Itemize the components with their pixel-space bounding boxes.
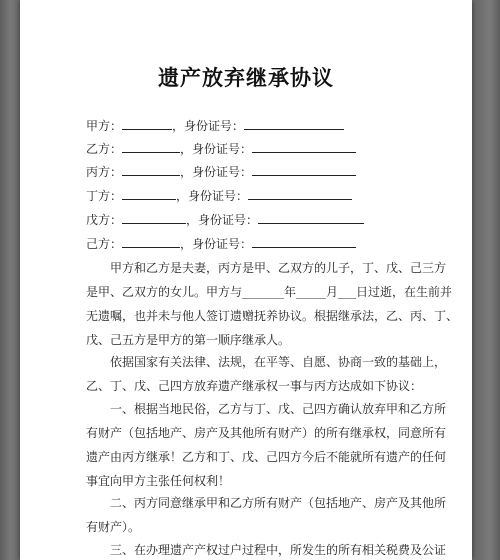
text-line: 有财产）。	[86, 520, 141, 534]
party-label: 丙方：	[86, 165, 123, 179]
party-row-yi	[86, 140, 356, 157]
text-line: 戊、己五方是甲方的第一顺序继承人。	[86, 333, 291, 347]
text-line: 遗产由丙方继承！乙方和丁、戊、己四方今后不能就所有遗产的任何	[86, 450, 447, 464]
name-blank	[122, 165, 180, 176]
text-line: 无遗嘱，也并未与他人签订遗赠抚养协议。根据继承法，乙、丙、丁、	[86, 309, 459, 323]
text-line: 一、根据当地民俗，乙方与丁、戊、己四方确认放弃甲和乙方所	[110, 402, 447, 416]
text-line: 乙、丁、戊、己四方放弃遗产继承权一事与丙方达成如下协议：	[86, 379, 423, 393]
text-line: 二、丙方同意继承甲和乙方所有财产（包括地产、房产及其他所	[110, 496, 447, 510]
clause-one	[86, 397, 447, 493]
party-label: 己方：	[86, 237, 123, 251]
id-label: ，身份证号：	[180, 142, 253, 156]
id-blank	[252, 237, 356, 248]
name-blank	[122, 142, 180, 153]
id-label: ，身份证号：	[172, 119, 245, 133]
text-line: 有财产（包括地产、房产及其他所有财产）的所有继承权，同意所有	[86, 426, 447, 440]
text-line: 三、在办理遗产产权过户过程中，所发生的所有相关税费及公证	[110, 543, 447, 557]
party-label: 丁方：	[86, 189, 123, 203]
id-blank	[252, 142, 356, 153]
id-blank	[252, 165, 356, 176]
party-row-wu	[86, 211, 364, 228]
paragraph-basis	[86, 350, 447, 398]
id-blank	[248, 189, 352, 200]
document-page	[20, 0, 472, 560]
party-label: 戊方：	[86, 213, 123, 227]
name-blank	[122, 237, 180, 248]
party-row-jia	[86, 117, 344, 134]
party-row-ji	[86, 235, 356, 252]
party-row-bing	[86, 163, 356, 180]
id-blank	[258, 213, 364, 224]
clause-three	[86, 538, 447, 560]
id-label: ，身份证号：	[180, 165, 253, 179]
party-label: 乙方：	[86, 142, 123, 156]
id-label: ，身份证号：	[176, 189, 249, 203]
text-line: 是甲、乙双方的女儿。甲方与_______年_____月___日过逝，在生前并	[86, 285, 453, 299]
id-label: ，身份证号：	[180, 237, 253, 251]
clause-two	[86, 491, 447, 539]
name-blank	[122, 213, 186, 224]
party-row-ding	[86, 187, 352, 204]
document-title: 遗产放弃继承协议	[158, 65, 334, 90]
party-label: 甲方：	[86, 119, 123, 133]
id-blank	[244, 119, 344, 130]
text-line: 依据国家有关法律、法规，在平等、自愿、协商一致的基础上，	[110, 355, 447, 369]
name-blank	[122, 189, 176, 200]
id-label: ，身份证号：	[186, 213, 259, 227]
name-blank	[122, 119, 172, 130]
text-line: 事宜向甲方主张任何权利！	[86, 474, 231, 488]
paragraph-parties-relation	[86, 256, 459, 352]
text-line: 甲方和乙方是夫妻，丙方是甲、乙双方的儿子，丁、戊、己三方	[110, 261, 447, 275]
